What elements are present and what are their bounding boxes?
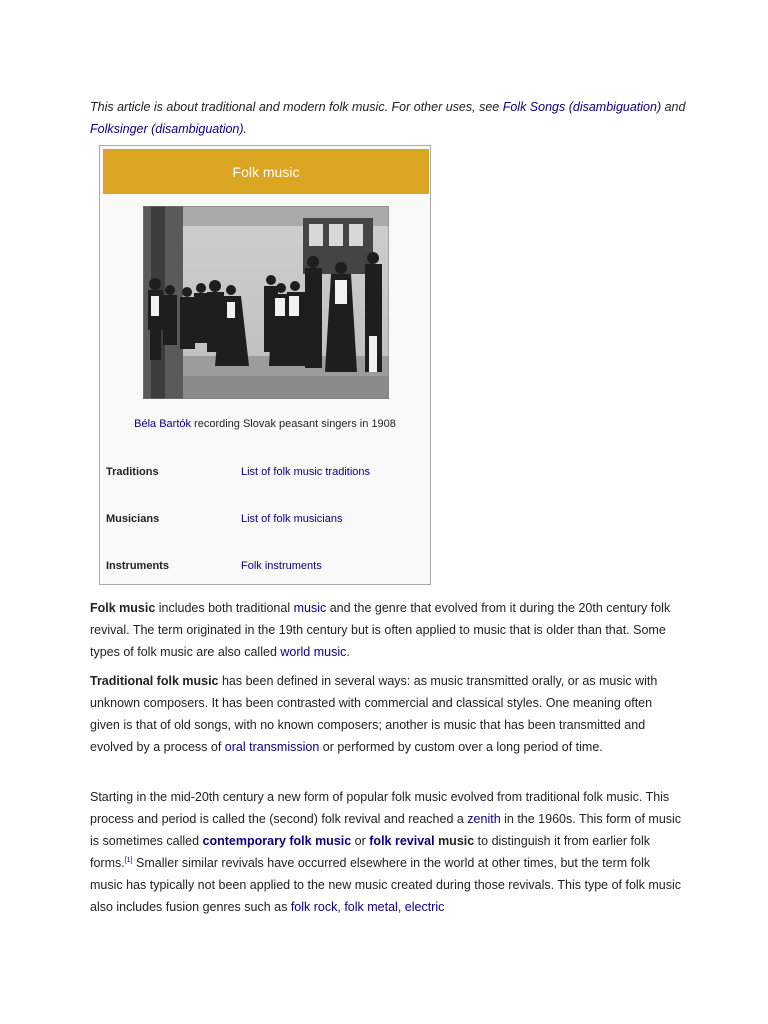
folk-music-traditions-link[interactable]: List of folk music traditions [241, 466, 370, 478]
infobox-title: Folk music [103, 149, 429, 194]
zenith-link[interactable]: zenith [467, 812, 501, 826]
folk-instruments-link[interactable]: Folk instruments [241, 560, 322, 572]
world-music-link[interactable]: world music [280, 645, 347, 659]
folk-music-bold: Folk music [90, 601, 156, 615]
para3-text-2: in the 1960s. This form of music is sometimes called [90, 812, 682, 848]
para3-text-1: Starting in the mid-20th century a new form of popular folk music evolved from traditional folk music. This process and period is called the (second) folk revival and reached a [90, 790, 670, 826]
para2-text-1: has been defined in several ways: as music transmitted orally, or as music with unknown composers. It has been contrasted with commercial and classical styles. One meaning often given is that of old songs, with no known composers; another is music that has been transmitted and evolved by a process of [90, 674, 658, 754]
folk-metal-link[interactable]: folk metal [344, 900, 398, 914]
infobox-row-traditions [100, 448, 430, 494]
folk-songs-disambiguation-link[interactable]: Folk Songs (disambiguation) [502, 100, 662, 114]
comma-separator: , [397, 900, 405, 914]
row-divider [100, 448, 103, 494]
music-link[interactable]: music [293, 601, 327, 615]
row-label-traditions: Traditions [106, 466, 159, 478]
row-label-musicians: Musicians [106, 513, 160, 525]
hatnote-suffix: . [243, 122, 248, 136]
oral-transmission-link[interactable]: oral transmission [224, 740, 320, 754]
para3-text-4: to distinguish it from earlier folk forms. [90, 834, 650, 870]
infobox-row-instruments [100, 542, 430, 588]
contemporary-folk-music-link[interactable]: contemporary folk music [202, 834, 352, 848]
para1-text-2: and the genre that evolved from it during the 20th century folk revival. The term originated in the 19th century but is often applied to music that is older than that. Some types of folk music are also called [90, 601, 671, 659]
reference-1-link[interactable]: [1] [124, 856, 133, 864]
para2-text-2: or performed by custom over a long period of time. [319, 740, 603, 754]
folk-musicians-link[interactable]: List of folk musicians [241, 513, 343, 525]
hatnote [90, 96, 690, 140]
hatnote-middle: and [661, 100, 686, 114]
infobox-photo[interactable] [143, 206, 389, 399]
para1-text-3: . [346, 645, 350, 659]
folk-revival-music-bold: music [434, 834, 475, 848]
bela-bartok-link[interactable]: Béla Bartók [134, 418, 191, 430]
folksinger-disambiguation-link[interactable]: Folksinger (disambiguation) [90, 122, 244, 136]
hatnote-prefix: This article is about traditional and modern folk music. For other uses, see [90, 100, 503, 114]
infobox [99, 145, 431, 585]
row-label-instruments: Instruments [106, 560, 169, 572]
comma-separator: , [337, 900, 345, 914]
paragraph-traditional [90, 670, 682, 758]
folk-rock-link[interactable]: folk rock [290, 900, 338, 914]
folk-revival-link[interactable]: folk revival [369, 834, 435, 848]
electric-link[interactable]: electric [404, 900, 445, 914]
para3-text-3: or [351, 834, 370, 848]
infobox-row-musicians [100, 495, 430, 541]
folk-singers-photo-image [143, 206, 389, 399]
infobox-caption [100, 414, 430, 434]
paragraph-intro [90, 597, 682, 663]
paragraph-revival [90, 786, 682, 918]
caption-text: recording Slovak peasant singers in 1908 [191, 418, 396, 430]
para1-text-1: includes both traditional [155, 601, 294, 615]
traditional-folk-music-bold: Traditional folk music [90, 674, 219, 688]
para3-text-5: Smaller similar revivals have occurred elsewhere in the world at other times, but the term folk music has typically not been applied to the new music created during those revivals. This type of folk music also includes fusion genres such as [90, 856, 682, 914]
